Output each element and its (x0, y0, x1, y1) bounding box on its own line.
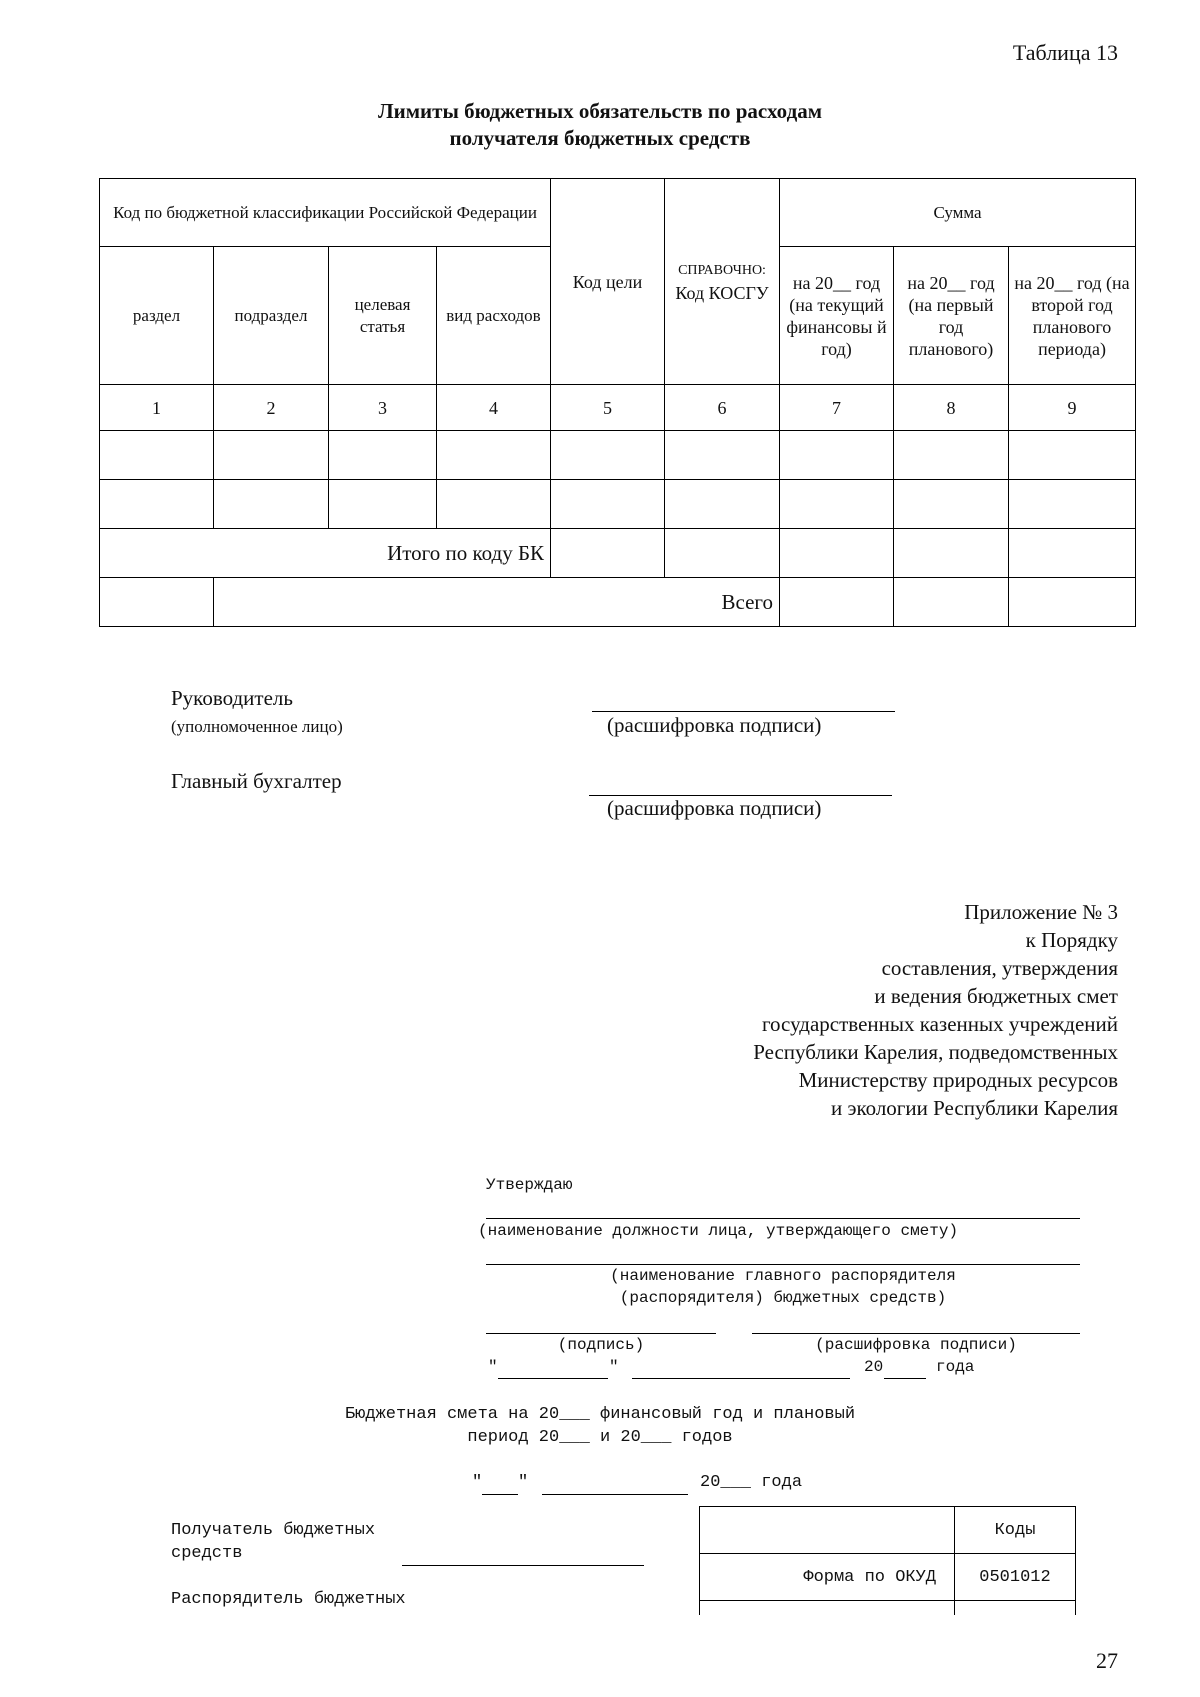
head-decoding-caption: (расшифровка подписи) (607, 713, 822, 737)
day-quote-close: " (609, 1358, 619, 1376)
appendix-line: государственных казенных учреждений (761, 1012, 1118, 1036)
head-signature-line[interactable] (592, 711, 895, 712)
table-cell[interactable] (894, 529, 1009, 578)
okud-label: Форма по ОКУД (700, 1554, 955, 1601)
table-number: Таблица 13 (1012, 40, 1118, 65)
decoding-line[interactable] (752, 1333, 1080, 1334)
manager-caption-2: (распорядителя) бюджетных средств) (619, 1289, 947, 1307)
table-row (100, 431, 1136, 480)
table-cell[interactable] (214, 480, 329, 529)
table-cell[interactable] (329, 431, 437, 480)
table-cell[interactable] (894, 431, 1009, 480)
kbk-header: Код по бюджетной классификации Российской Федерации (100, 179, 551, 247)
table-row (100, 480, 1136, 529)
kosgu-label: Код КОСГУ (675, 282, 769, 303)
estimate-title-line-1: Бюджетная смета на 20___ финансовый год и плановый (344, 1405, 856, 1424)
manager-caption-1: (наименование главного распорядителя (610, 1267, 956, 1285)
column-number: 7 (780, 385, 894, 431)
table-cell[interactable] (551, 431, 665, 480)
table-cell[interactable] (1009, 578, 1136, 627)
table-cell[interactable] (551, 480, 665, 529)
okud-value[interactable]: 0501012 (955, 1554, 1076, 1601)
table-cell[interactable] (437, 480, 551, 529)
table-cell[interactable] (780, 529, 894, 578)
appendix-block (753, 898, 1118, 1122)
table-cell[interactable] (437, 431, 551, 480)
table-cell (700, 1601, 955, 1616)
section-header: раздел (100, 247, 214, 385)
year-first-plan-header: на 20__ год (на первый год планового) (894, 247, 1009, 385)
estimate-month-line[interactable] (542, 1494, 688, 1495)
recipient-label-1: Получатель бюджетных (171, 1521, 376, 1540)
day-quote-open: " (488, 1358, 498, 1376)
estimate-day-line[interactable] (482, 1494, 518, 1495)
table-cell[interactable] (1009, 480, 1136, 529)
appendix-line: и ведения бюджетных смет (874, 984, 1118, 1008)
estimate-day-quote-open: " (472, 1473, 483, 1492)
table-cell[interactable] (780, 431, 894, 480)
position-caption: (наименование должности лица, утверждающего смету) (478, 1222, 959, 1240)
month-line[interactable] (632, 1378, 850, 1379)
table-cell[interactable] (665, 529, 780, 578)
kosgu-header (665, 179, 780, 385)
table-cell[interactable] (780, 480, 894, 529)
year-second-plan-header: на 20__ год (на второй год планового периода) (1009, 247, 1136, 385)
column-number: 4 (437, 385, 551, 431)
manager-label: Распорядитель бюджетных (171, 1590, 406, 1609)
estimate-title-line-2: период 20___ и 20___ годов (467, 1428, 733, 1447)
recipient-label-2: средств (171, 1544, 243, 1563)
column-number: 1 (100, 385, 214, 431)
codes-table (699, 1506, 1076, 1615)
accountant-decoding-caption: (расшифровка подписи) (607, 796, 822, 820)
title-line-2: получателя бюджетных средств (449, 126, 751, 150)
table-cell[interactable] (780, 578, 894, 627)
recipient-line[interactable] (402, 1565, 644, 1566)
table-cell[interactable] (1009, 431, 1136, 480)
head-sub-label: (уполномоченное лицо) (171, 717, 343, 736)
signature-line[interactable] (486, 1333, 716, 1334)
appendix-line: Республики Карелия, подведомственных (753, 1040, 1118, 1064)
year-prefix: 20 (864, 1358, 884, 1376)
appendix-line: Министерству природных ресурсов (798, 1068, 1118, 1092)
approve-label: Утверждаю (486, 1176, 573, 1194)
total-by-bk-row (100, 529, 1136, 578)
table-cell[interactable] (551, 529, 665, 578)
kosgu-ref-label: СПРАВОЧНО: (678, 262, 766, 278)
sum-header: Сумма (780, 179, 1136, 247)
subsection-header: подраздел (214, 247, 329, 385)
table-cell[interactable] (955, 1601, 1076, 1616)
estimate-date-year: 20___ года (700, 1473, 803, 1492)
table-cell[interactable] (665, 431, 780, 480)
grand-total-row (100, 578, 1136, 627)
column-number: 9 (1009, 385, 1136, 431)
table-cell[interactable] (665, 480, 780, 529)
table-cell[interactable] (894, 480, 1009, 529)
manager-line[interactable] (486, 1264, 1080, 1265)
table-cell[interactable] (100, 480, 214, 529)
table-cell[interactable] (329, 480, 437, 529)
day-line[interactable] (498, 1378, 608, 1379)
year-word: года (936, 1358, 975, 1376)
goal-code-header: Код цели (551, 179, 665, 385)
table-cell[interactable] (214, 431, 329, 480)
column-number: 2 (214, 385, 329, 431)
column-number: 3 (329, 385, 437, 431)
total-by-bk-label: Итого по коду БК (100, 529, 551, 578)
estimate-day-quote-close: " (518, 1473, 529, 1492)
appendix-line: Приложение № 3 (964, 900, 1118, 924)
column-number: 5 (551, 385, 665, 431)
column-number: 8 (894, 385, 1009, 431)
position-line[interactable] (486, 1218, 1080, 1219)
appendix-line: к Порядку (1025, 928, 1118, 952)
signature-caption: (подпись) (557, 1336, 645, 1354)
title-line-1: Лимиты бюджетных обязательств по расходам (378, 99, 822, 123)
codes-header: Коды (955, 1507, 1076, 1554)
head-label: Руководитель (171, 686, 293, 710)
chief-accountant-label: Главный бухгалтер (171, 769, 342, 793)
grand-total-label: Всего (214, 578, 780, 627)
target-article-header: целевая статья (329, 247, 437, 385)
year-line[interactable] (884, 1378, 926, 1379)
table-cell[interactable] (100, 431, 214, 480)
appendix-line: и экологии Республики Карелия (830, 1096, 1118, 1120)
table-cell (700, 1507, 955, 1554)
column-number: 6 (665, 385, 780, 431)
table-cell[interactable] (894, 578, 1009, 627)
budget-limits-table (99, 178, 1136, 627)
page-number: 27 (1096, 1648, 1118, 1673)
page-title (0, 98, 1200, 152)
table-cell[interactable] (1009, 529, 1136, 578)
appendix-line: составления, утверждения (881, 956, 1118, 980)
year-current-header: на 20__ год (на текущий финансовы й год) (780, 247, 894, 385)
expense-type-header: вид расходов (437, 247, 551, 385)
approval-decoding-caption: (расшифровка подписи) (815, 1336, 1017, 1354)
table-cell[interactable] (100, 578, 214, 627)
